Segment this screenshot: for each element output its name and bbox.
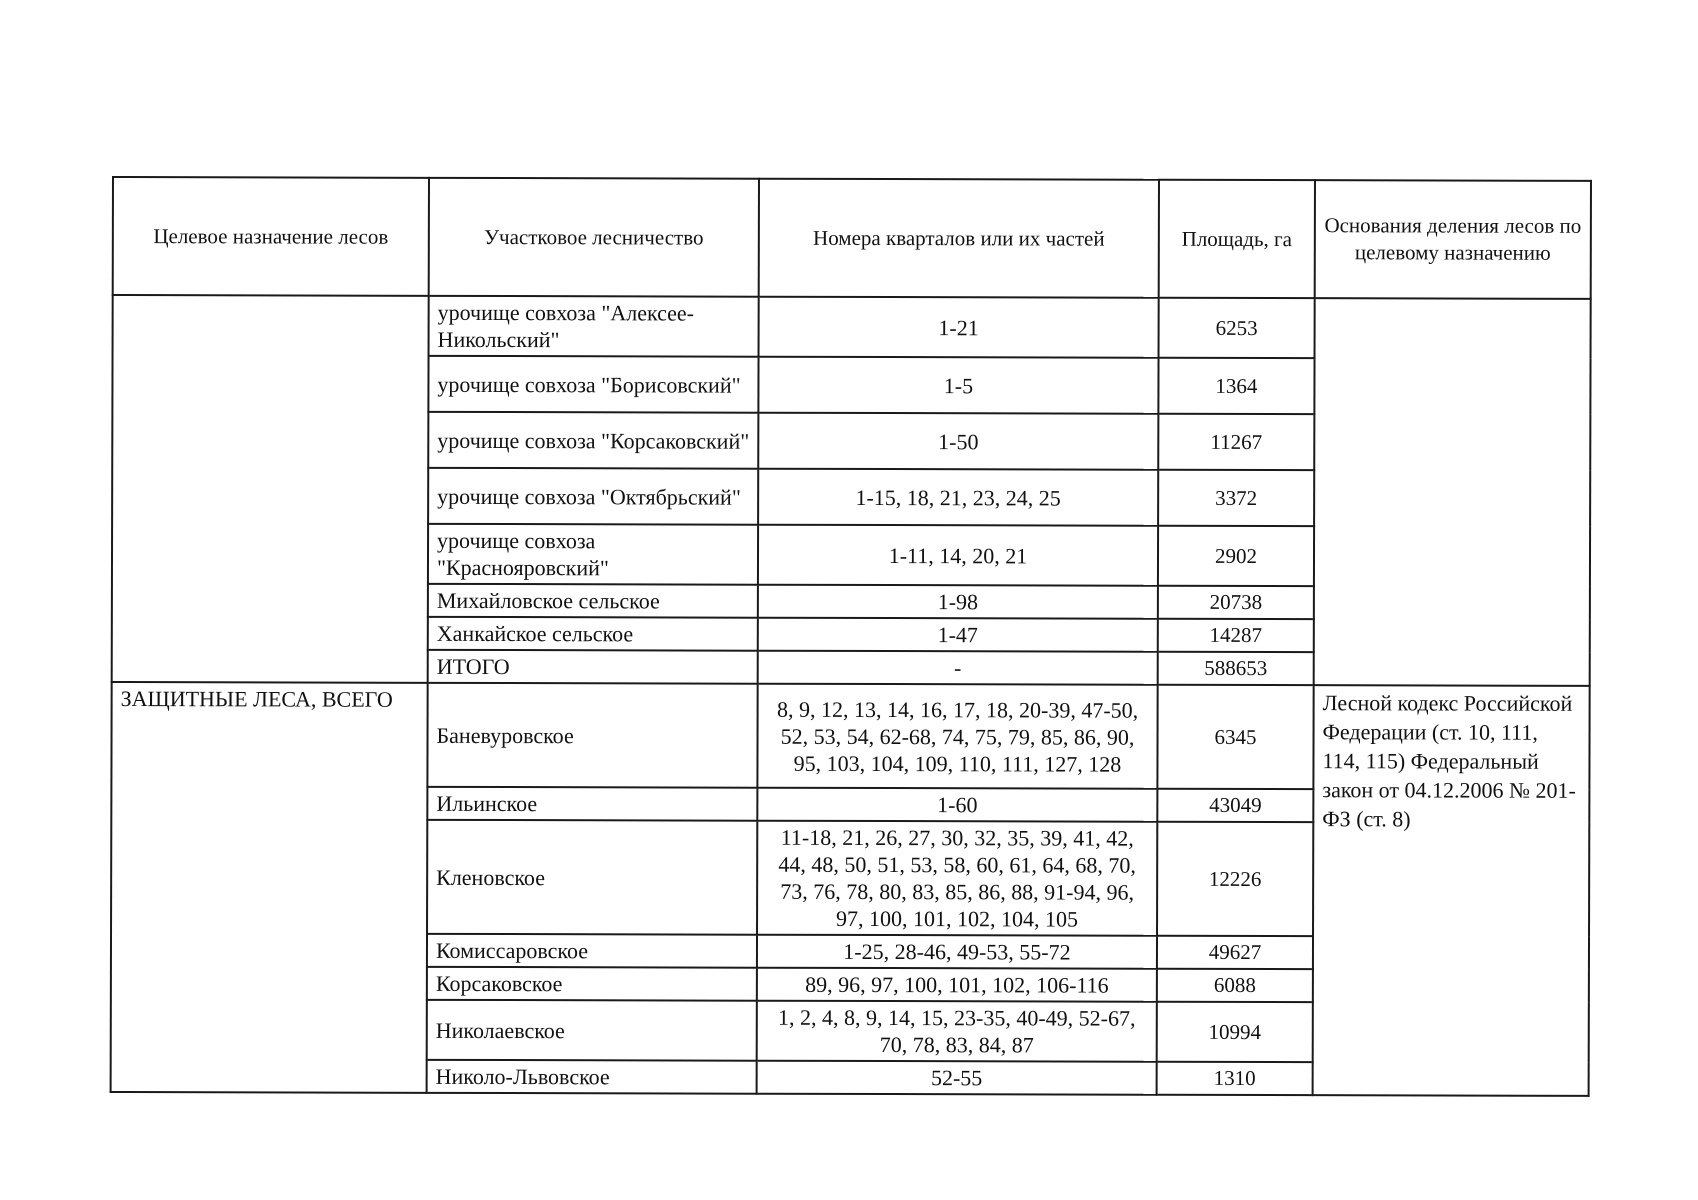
forestry-cell: Кленовское [427,820,757,935]
forestry-cell: урочище совхоза "Октябрьский" [428,468,758,525]
forestry-cell: Комиссаровское [427,934,757,968]
purpose-protective-forests: ЗАЩИТНЫЕ ЛЕСА, ВСЕГО [111,682,428,1093]
area-cell: 12226 [1157,822,1313,936]
document-sheet [110,176,1590,1097]
quarters-cell: 1-11, 14, 20, 21 [758,525,1158,586]
area-cell: 2902 [1158,526,1314,586]
forestry-cell: урочище совхоза "Корсаковский" [428,412,758,469]
forest-purpose-table [110,176,1592,1097]
quarters-cell: 1-47 [758,618,1158,652]
forestry-cell: Баневуровское [427,683,757,788]
area-cell: 20738 [1158,586,1314,619]
table-row [111,682,1589,790]
area-cell: 14287 [1158,619,1314,652]
area-cell: 6253 [1159,298,1315,358]
purpose-cell-empty [112,295,429,683]
table-header-row [113,177,1591,299]
forestry-cell: Ханкайское сельское [428,617,758,651]
header-quarters: Номера кварталов или их частей [759,179,1159,298]
quarters-cell: 89, 96, 97, 100, 101, 102, 106-116 [757,968,1157,1002]
area-cell: 11267 [1158,414,1314,470]
header-area: Площадь, га [1159,180,1315,298]
quarters-cell: 1-50 [758,413,1158,470]
area-cell: 10994 [1157,1002,1313,1062]
area-cell: 1364 [1158,358,1314,414]
quarters-cell: 52-55 [757,1061,1157,1095]
quarters-cell: 8, 9, 12, 13, 14, 16, 17, 18, 20-39, 47-50, 52, 53, 54, 62-68, 74, 75, 79, 85, 86, 90, 95, 103, 104, 109, 110, 111, 127, 128 [757,684,1157,789]
area-cell: 6345 [1157,685,1313,789]
table-row [113,295,1591,359]
header-forestry: Участковое лесничество [429,178,759,297]
basis-legal-reference: Лесной кодекс Российской Федерации (ст. 10, 111, 114, 115) Федеральный закон от 04.12.2006 № 201-ФЗ (ст. 8) [1313,685,1590,1096]
total-quarters: - [758,651,1158,685]
quarters-cell: 11-18, 21, 26, 27, 30, 32, 35, 39, 41, 42, 44, 48, 50, 51, 53, 58, 60, 61, 64, 68, 70, 73, 76, 78, 80, 83, 85, 86, 88, 91-94, 96, 97, 100, 101, 102, 104, 105 [757,821,1157,936]
quarters-cell: 1-15, 18, 21, 23, 24, 25 [758,469,1158,526]
forestry-cell: Корсаковское [427,967,757,1001]
forestry-cell: урочище совхоза "Алексее-Никольский" [429,296,759,357]
quarters-cell: 1, 2, 4, 8, 9, 14, 15, 23-35, 40-49, 52-67, 70, 78, 83, 84, 87 [757,1001,1157,1062]
quarters-cell: 1-25, 28-46, 49-53, 55-72 [757,935,1157,969]
forestry-cell: Николаевское [427,1000,757,1061]
total-label: ИТОГО [428,650,758,684]
forestry-cell: Михайловское сельское [428,584,758,618]
area-cell: 49627 [1157,936,1313,969]
header-purpose: Целевое назначение лесов [113,177,429,296]
total-area: 588653 [1158,652,1314,685]
forestry-cell: Николо-Львовское [427,1060,757,1094]
area-cell: 6088 [1157,969,1313,1002]
quarters-cell: 1-5 [758,357,1158,414]
basis-cell-empty [1314,298,1591,686]
area-cell: 3372 [1158,470,1314,526]
area-cell: 43049 [1157,789,1313,822]
forestry-cell: урочище совхоза "Борисовский" [428,356,758,413]
quarters-cell: 1-21 [759,297,1159,358]
forestry-cell: Ильинское [427,787,757,821]
forestry-cell: урочище совхоза "Краснояровский" [428,524,758,585]
quarters-cell: 1-98 [758,585,1158,619]
area-cell: 1310 [1157,1062,1313,1095]
header-basis: Основания деления лесов по целевому назначению [1315,180,1591,299]
quarters-cell: 1-60 [757,788,1157,822]
